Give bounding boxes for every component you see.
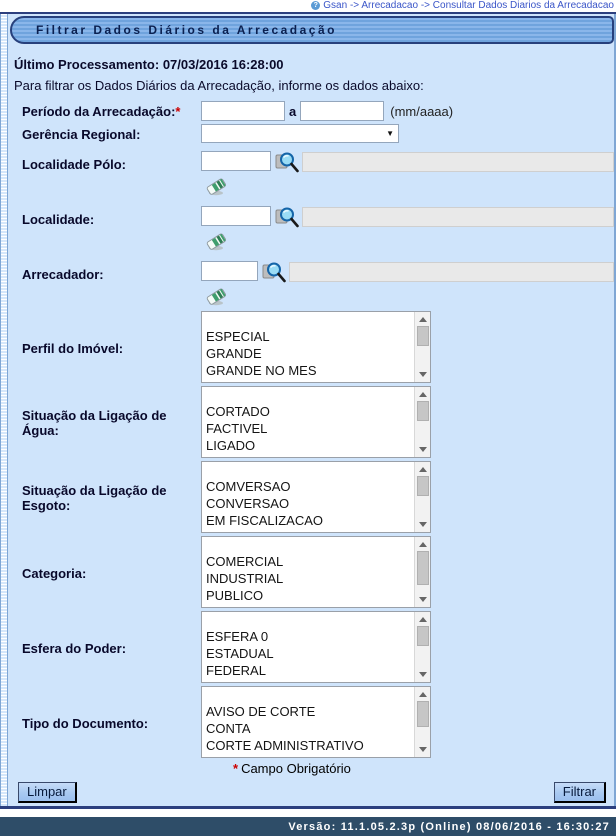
list-option[interactable]: INDUSTRIAL xyxy=(206,570,284,586)
limpar-button[interactable]: Limpar xyxy=(18,782,77,803)
localidade-polo-label: Localidade Pólo: xyxy=(22,156,127,172)
localidade-erase xyxy=(201,231,614,252)
lookup-magnifier-icon[interactable] xyxy=(262,261,287,284)
localidade-polo-code-input[interactable] xyxy=(201,151,271,171)
row-arrecadador xyxy=(8,261,614,307)
arrecadador-description-field xyxy=(289,262,614,282)
list-option[interactable]: COMVERSAO xyxy=(206,478,291,494)
scroll-thumb[interactable] xyxy=(417,701,429,727)
scroll-up-icon[interactable] xyxy=(419,467,427,472)
row-tipo-documento xyxy=(8,686,614,758)
eraser-icon[interactable] xyxy=(205,184,229,201)
scroll-thumb[interactable] xyxy=(417,626,429,646)
categoria-listbox[interactable] xyxy=(201,536,431,608)
row-localidade-polo xyxy=(8,151,614,197)
periodo-label: Período da Arrecadação:* xyxy=(22,103,181,119)
scroll-thumb[interactable] xyxy=(417,476,429,496)
scroll-up-icon[interactable] xyxy=(419,392,427,397)
instructions-text: Para filtrar os Dados Diários da Arrecadação, informe os dados abaixo: xyxy=(14,77,424,93)
list-option[interactable]: PUBLICO xyxy=(206,587,264,603)
required-asterisk: * xyxy=(175,103,181,119)
list-option[interactable]: ESPECIAL xyxy=(206,328,270,344)
form-panel xyxy=(8,14,616,806)
list-option[interactable]: FACTIVEL xyxy=(206,420,268,436)
list-option[interactable]: GRANDE xyxy=(206,345,262,361)
list-option[interactable]: LIGADO xyxy=(206,437,256,453)
localidade-code-input[interactable] xyxy=(201,206,271,226)
eraser-icon[interactable] xyxy=(205,294,229,311)
tipo-documento-listbox[interactable] xyxy=(201,686,431,758)
last-processing-text xyxy=(14,57,614,72)
esfera-poder-listbox[interactable] xyxy=(201,611,431,683)
scroll-down-icon[interactable] xyxy=(419,372,427,377)
perfil-imovel-listbox[interactable] xyxy=(201,311,431,383)
scroll-down-icon[interactable] xyxy=(419,447,427,452)
row-gerencia xyxy=(8,124,614,143)
left-striped-gutter xyxy=(0,14,8,806)
ligacao-esgoto-label: Situação da Ligação de Esgoto: xyxy=(22,483,167,514)
required-field-note xyxy=(233,761,614,776)
chevron-down-icon: ▼ xyxy=(386,128,394,138)
scroll-thumb[interactable] xyxy=(417,551,429,585)
version-bar xyxy=(0,817,616,836)
last-processing-value: 07/03/2016 16:28:00 xyxy=(162,56,284,72)
list-option[interactable]: COMERCIAL xyxy=(206,553,284,569)
periodo-format-hint: (mm/aaaa) xyxy=(390,103,454,119)
scroll-thumb[interactable] xyxy=(417,401,429,421)
row-localidade xyxy=(8,206,614,252)
list-option[interactable]: AVISO DE CORTE xyxy=(206,703,316,719)
periodo-to-input[interactable] xyxy=(300,101,384,121)
button-row xyxy=(8,782,614,803)
list-option[interactable]: CORTE ADMINISTRATIVO xyxy=(206,737,364,753)
localidade-polo-erase xyxy=(201,176,614,197)
list-option[interactable]: CONVERSAO xyxy=(206,495,290,511)
scrollbar[interactable] xyxy=(414,387,430,457)
help-icon[interactable]: ? xyxy=(311,1,320,10)
required-note-text: Campo Obrigatório xyxy=(241,760,351,776)
scroll-up-icon[interactable] xyxy=(419,617,427,622)
row-ligacao-esgoto xyxy=(8,461,614,533)
scrollbar[interactable] xyxy=(414,537,430,607)
list-option[interactable]: FEDERAL xyxy=(206,662,266,678)
periodo-separator: a xyxy=(289,103,297,119)
row-esfera-poder xyxy=(8,611,614,683)
breadcrumb-text: Gsan -> Arrecadacao -> Consultar Dados Diarios da Arrecadacao xyxy=(323,0,614,12)
filtrar-button[interactable]: Filtrar xyxy=(554,782,606,803)
localidade-label: Localidade: xyxy=(22,211,95,227)
periodo-from-input[interactable] xyxy=(201,101,285,121)
scroll-up-icon[interactable] xyxy=(419,542,427,547)
eraser-icon[interactable] xyxy=(205,239,229,256)
scroll-thumb[interactable] xyxy=(417,326,429,346)
row-perfil-imovel xyxy=(8,311,614,383)
scroll-up-icon[interactable] xyxy=(419,692,427,697)
esfera-poder-label: Esfera do Poder: xyxy=(22,640,127,656)
scroll-down-icon[interactable] xyxy=(419,522,427,527)
scroll-down-icon[interactable] xyxy=(419,747,427,752)
ligacao-agua-listbox[interactable] xyxy=(201,386,431,458)
row-periodo xyxy=(8,101,614,121)
scrollbar[interactable] xyxy=(414,612,430,682)
scrollbar[interactable] xyxy=(414,462,430,532)
row-ligacao-agua xyxy=(8,386,614,458)
gerencia-select[interactable] xyxy=(201,124,399,143)
ligacao-agua-label: Situação da Ligação de Água: xyxy=(22,408,167,439)
list-option[interactable]: CORTADO xyxy=(206,403,270,419)
last-processing-label: Último Processamento: xyxy=(14,56,160,72)
scrollbar[interactable] xyxy=(414,687,430,757)
arrecadador-erase xyxy=(201,286,614,307)
scroll-up-icon[interactable] xyxy=(419,317,427,322)
breadcrumb xyxy=(0,0,616,12)
list-option[interactable]: ESFERA 0 xyxy=(206,628,269,644)
tipo-documento-label: Tipo do Documento: xyxy=(22,715,149,731)
arrecadador-label: Arrecadador: xyxy=(22,266,104,282)
version-text: Versão: 11.1.05.2.3p (Online) 08/06/2016 - 16:30:27 xyxy=(288,820,610,833)
lookup-magnifier-icon[interactable] xyxy=(275,206,300,229)
localidade-description-field xyxy=(302,207,614,227)
categoria-label: Categoria: xyxy=(22,565,87,581)
page-title: Filtrar Dados Diários da Arrecadação xyxy=(10,16,614,44)
scroll-down-icon[interactable] xyxy=(419,672,427,677)
scroll-down-icon[interactable] xyxy=(419,597,427,602)
localidade-polo-description-field xyxy=(302,152,614,172)
list-option[interactable]: CONTA xyxy=(206,720,251,736)
list-option[interactable]: ESTADUAL xyxy=(206,645,274,661)
ligacao-esgoto-listbox[interactable] xyxy=(201,461,431,533)
required-asterisk: * xyxy=(233,760,239,776)
row-categoria xyxy=(8,536,614,608)
gerencia-label: Gerência Regional: xyxy=(22,126,141,142)
arrecadador-code-input[interactable] xyxy=(201,261,258,281)
list-option[interactable]: GRANDE NO MES xyxy=(206,362,317,378)
scrollbar[interactable] xyxy=(414,312,430,382)
list-option[interactable]: EM FISCALIZACAO xyxy=(206,512,324,528)
perfil-imovel-label: Perfil do Imóvel: xyxy=(22,340,124,356)
lookup-magnifier-icon[interactable] xyxy=(275,151,300,174)
